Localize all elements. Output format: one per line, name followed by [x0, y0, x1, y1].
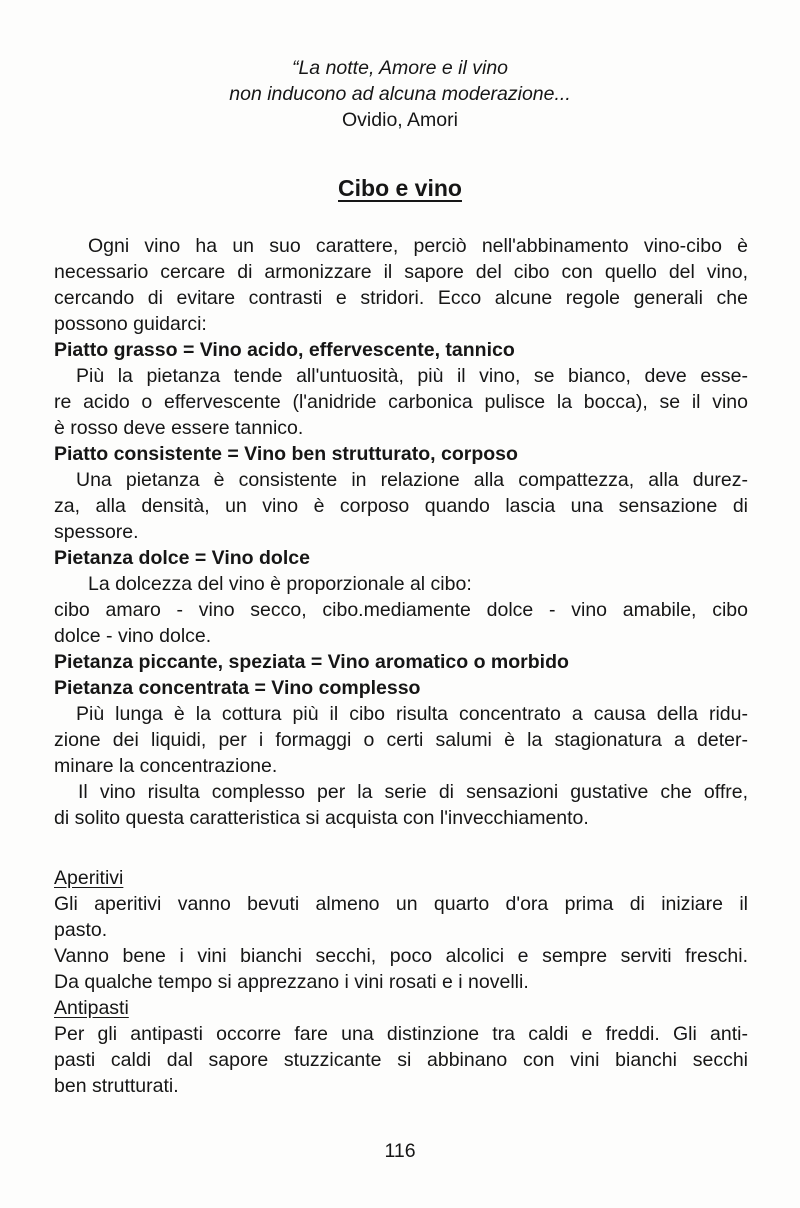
antipasti-heading: Antipasti: [54, 997, 129, 1019]
epigraph-source: Ovidio, Amori: [342, 109, 458, 131]
rule-dolce-line-3: dolce - vino dolce.: [54, 625, 212, 647]
main-text: [54, 233, 748, 831]
rule-heading-concentrata: Pietanza concentrata = Vino complesso: [54, 677, 421, 699]
antipasti-line-1: Per gli antipasti occorre fare una distinzione tra caldi e freddi. Gli anti-: [54, 1023, 748, 1045]
rule-concentrata-line-3: minare la concentrazione.: [54, 755, 278, 777]
epigraph-line-2: non inducono ad alcuna moderazione...: [229, 83, 571, 105]
rule-grasso-line-2: re acido o effervescente (l'anidride carbonica pulisce la bocca), se il vino: [54, 391, 748, 413]
antipasti-line-2: pasti caldi dal sapore stuzzicante si abbinano con vini bianchi secchi: [54, 1049, 748, 1071]
rule-heading-piccante: Pietanza piccante, speziata = Vino aromatico o morbido: [54, 651, 569, 673]
rule-consistente-line-2: za, alla densità, un vino è corposo quando lascia una sensazione di: [54, 495, 748, 517]
rule-concentrata-line-5: di solito questa caratteristica si acquista con l'invecchiamento.: [54, 807, 589, 829]
rule-dolce-line-2: cibo amaro - vino secco, cibo.mediamente dolce - vino amabile, cibo: [54, 599, 748, 621]
rule-heading-dolce: Pietanza dolce = Vino dolce: [54, 547, 310, 569]
aperitivi-line-1: Gli aperitivi vanno bevuti almeno un quarto d'ora prima di iniziare il: [54, 893, 748, 915]
rule-concentrata-line-2: zione dei liquidi, per i formaggi o certi salumi è la stagionatura a deter-: [54, 729, 748, 751]
rule-grasso-line-3: è rosso deve essere tannico.: [54, 417, 304, 439]
aperitivi-line-4: Da qualche tempo si apprezzano i vini rosati e i novelli.: [54, 971, 529, 993]
aperitivi-section: [54, 865, 748, 1099]
intro-line-3: cercando di evitare contrasti e stridori. Ecco alcune regole generali che: [54, 287, 748, 309]
antipasti-line-3: ben strutturati.: [54, 1075, 179, 1097]
intro-line-2: necessario cercare di armonizzare il sapore del cibo con quello del vino,: [54, 261, 748, 283]
aperitivi-heading: Aperitivi: [54, 867, 124, 889]
rule-heading-grasso: Piatto grasso = Vino acido, effervescente, tannico: [54, 339, 515, 361]
epigraph-line-1: “La notte, Amore e il vino: [291, 57, 509, 79]
intro-line-1: Ogni vino ha un suo carattere, perciò nell'abbinamento vino-cibo è: [88, 235, 748, 257]
aperitivi-line-2: pasto.: [54, 919, 108, 941]
epigraph: [0, 55, 800, 133]
rule-grasso-line-1: Più la pietanza tende all'untuosità, più il vino, se bianco, deve esse-: [76, 365, 748, 387]
rule-concentrata-line-4: Il vino risulta complesso per la serie di sensazioni gustative che offre,: [78, 781, 748, 803]
aperitivi-line-3: Vanno bene i vini bianchi secchi, poco alcolici e sempre serviti freschi.: [54, 945, 748, 967]
rule-dolce-line-1: La dolcezza del vino è proporzionale al cibo:: [88, 573, 472, 595]
rule-concentrata-line-1: Più lunga è la cottura più il cibo risulta concentrato a causa della ridu-: [76, 703, 748, 725]
rule-consistente-line-3: spessore.: [54, 521, 139, 543]
page-number: 116: [384, 1140, 416, 1162]
rule-consistente-line-1: Una pietanza è consistente in relazione alla compattezza, alla durez-: [76, 469, 748, 491]
rule-heading-consistente: Piatto consistente = Vino ben strutturato, corposo: [54, 443, 518, 465]
chapter-title: Cibo e vino: [338, 175, 462, 201]
intro-line-4: possono guidarci:: [54, 313, 207, 335]
